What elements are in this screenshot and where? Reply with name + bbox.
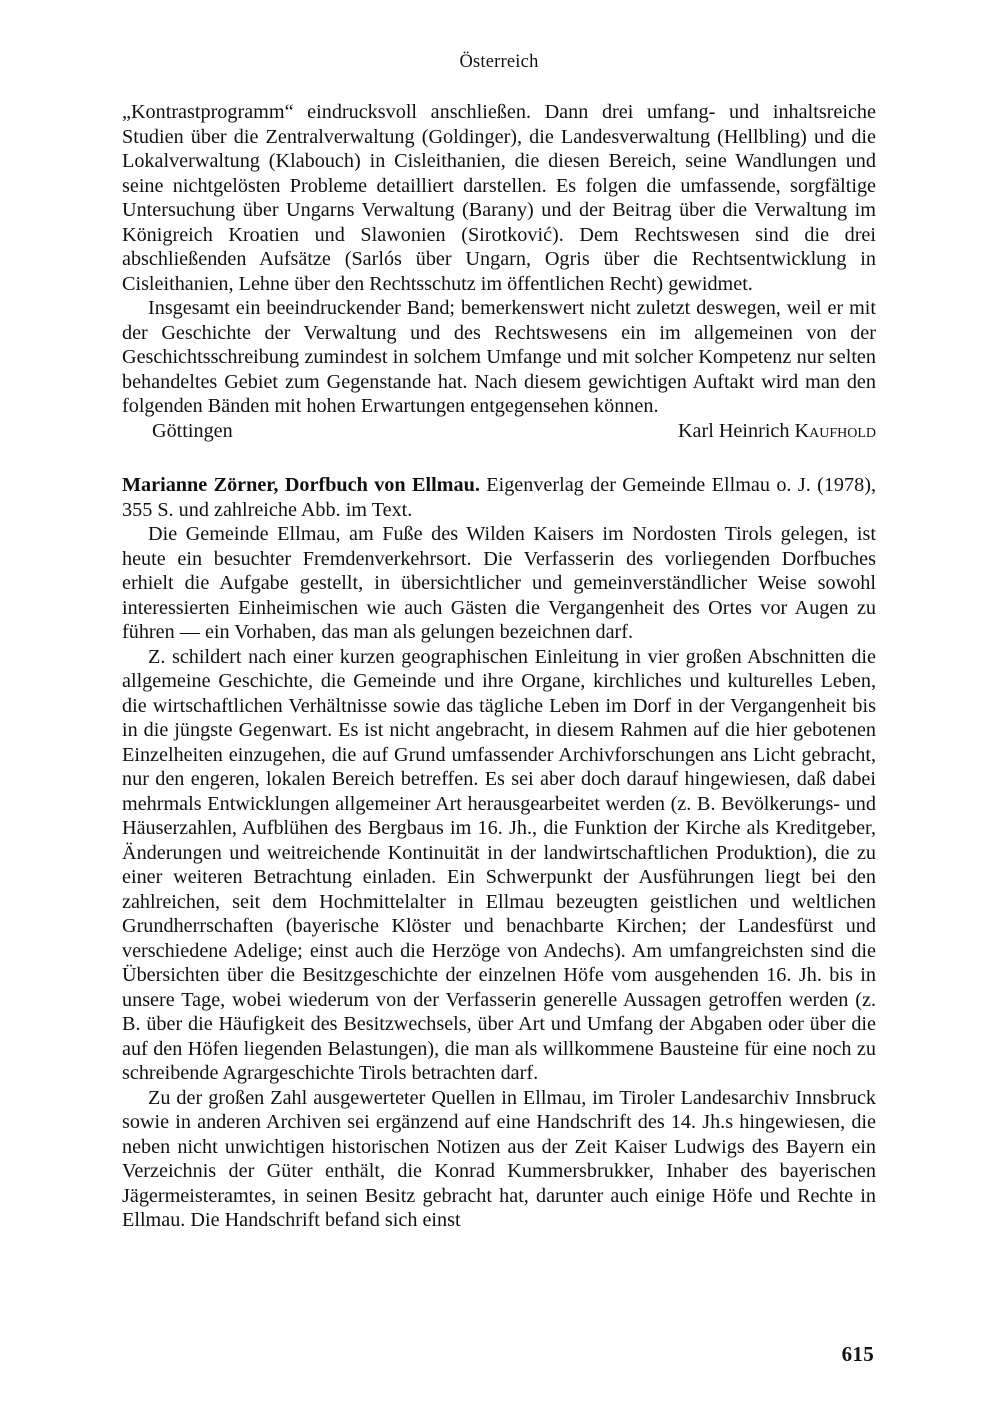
paragraph: Die Gemeinde Ellmau, am Fuße des Wilden Kaisers im Nordosten Tirols gelegen, ist heute ein besuchter Fremdenverkehrsort. Die Verfasserin des vorliegenden Dorfbuches erhielt die Aufgabe gestellt, in übersichtlicher und gemeinverständlicher Weise sowohl interessierten Einheimischen wie auch Gästen die Vergangenheit des Ortes vor Augen zu führen — ein Vorhaben, das man als gelungen bezeichnen darf. — [122, 523, 876, 643]
paragraph: Zu der großen Zahl ausgewerteter Quellen in Ellmau, im Tiroler Landesarchiv Innsbruck sowie in anderen Archiven sei ergänzend auf eine Handschrift des 14. Jh.s hingewiesen, die neben nicht unwichtigen historischen Notizen aus der Zeit Kaiser Ludwigs des Bayern ein Verzeichnis der Güter enthält, die Konrad Kummersbrukker, Inhaber des bayerischen Jägermeisteramtes, in seinen Besitz gebracht hat, darunter auch einige Höfe und Rechte in Ellmau. Die Handschrift befand sich einst — [122, 1086, 876, 1231]
review-heading-title: Marianne Zörner, Dorfbuch von Ellmau. — [122, 474, 480, 496]
paragraph: „Kontrastprogramm“ eindrucksvoll anschließen. Dann drei umfang- und inhaltsreiche Studien über die Zentralverwaltung (Goldinger), die Landesverwaltung (Hellbling) und die Lokalverwaltung (Klabouch) in Cisleithanien, die diesen Bereich, seine Wandlungen und seine nichtgelösten Probleme detailliert darstellen. Es folgen die umfassende, sorgfältige Untersuchung über Ungarns Verwaltung (Barany) und der Beitrag über die Verwaltung im Königreich Kroatien und Slawonien (Sirotković). Dem Rechtswesen sind die drei abschließenden Aufsätze (Sarlós über Ungarn, Ogris über die Rechtsentwicklung in Cisleithanien, Lehne über den Rechtsschutz im öffentlichen Recht) gewidmet. — [122, 101, 876, 295]
signature-author — [678, 419, 876, 444]
review-zoerner — [122, 473, 876, 1233]
page-content — [122, 50, 876, 1233]
running-head: Österreich — [459, 52, 539, 72]
author-last-name: Kaufhold — [794, 419, 876, 442]
review-kaufhold — [122, 100, 876, 443]
review-heading — [122, 473, 876, 522]
review-signature — [122, 419, 876, 444]
author-first-name: Karl Heinrich — [677, 419, 790, 442]
page-number: 615 — [841, 1342, 874, 1366]
paragraph: Z. schildert nach einer kurzen geographischen Einleitung in vier großen Abschnitten die allgemeine Geschichte, die Gemeinde und ihre Organe, kirchliches und kulturelles Leben, die wirtschaftlichen Verhältnisse sowie das tägliche Leben im Dorf in der Vergangenheit bis in die jüngste Gegenwart. Es ist nicht angebracht, in diesem Rahmen auf die hier gebotenen Einzelheiten einzugehen, die auf Grund umfassender Archivforschungen ans Licht gebracht, nur den engeren, lokalen Bereich betreffen. Es sei aber doch darauf hingewiesen, daß dabei mehrmals Entwicklungen allgemeiner Art herausgearbeitet werden (z. B. Bevölkerungs- und Häuserzahlen, Aufblühen des Bergbaus im 16. Jh., die Funktion der Kirche als Kreditgeber, Änderungen und weitreichende Kontinuität in der landwirtschaftlichen Produktion), die zu einer weiteren Betrachtung einladen. Ein Schwerpunkt der Ausführungen liegt bei den zahlreichen, seit dem Hochmittelalter in Ellmau bezeugten geistlichen und weltlichen Grundherrschaften (bayerische Klöster und benachbarte Kirchen; der Landesfürst und verschiedene Adelige; einst auch die Herzöge von Andechs). Am umfangreichsten sind die Übersichten über die Besitzgeschichte der einzelnen Höfe vom ausgehenden 16. Jh. bis in unsere Tage, wobei wiederum von der Verfasserin generelle Aussagen getroffen werden (z. B. über die Häufigkeit des Besitzwechsels, über Art und Umfang der Abgaben oder über die auf den Höfen liegenden Belastungen), die man als willkommene Bausteine für eine noch zu schreibende Agrargeschichte Tirols betrachten darf. — [122, 645, 876, 1084]
review-heading-details: Eigenverlag der Gemeinde Ellmau o. J. (1978), 355 S. und zahlreiche Abb. im Text. — [122, 474, 876, 521]
paragraph: Insgesamt ein beeindruckender Band; bemerkenswert nicht zuletzt deswegen, weil er mit der Geschichte der Verwaltung und des Rechtswesens ein im allgemeinen von der Geschichtsschreibung zumindest in solchem Umfange und mit solcher Kompetenz nur selten behandeltes Gebiet zum Gegenstande hat. Nach diesem gewichtigen Auftakt wird man den folgenden Bänden mit hohen Erwartungen entgegensehen können. — [122, 297, 876, 417]
signature-place: Göttingen — [152, 419, 233, 442]
